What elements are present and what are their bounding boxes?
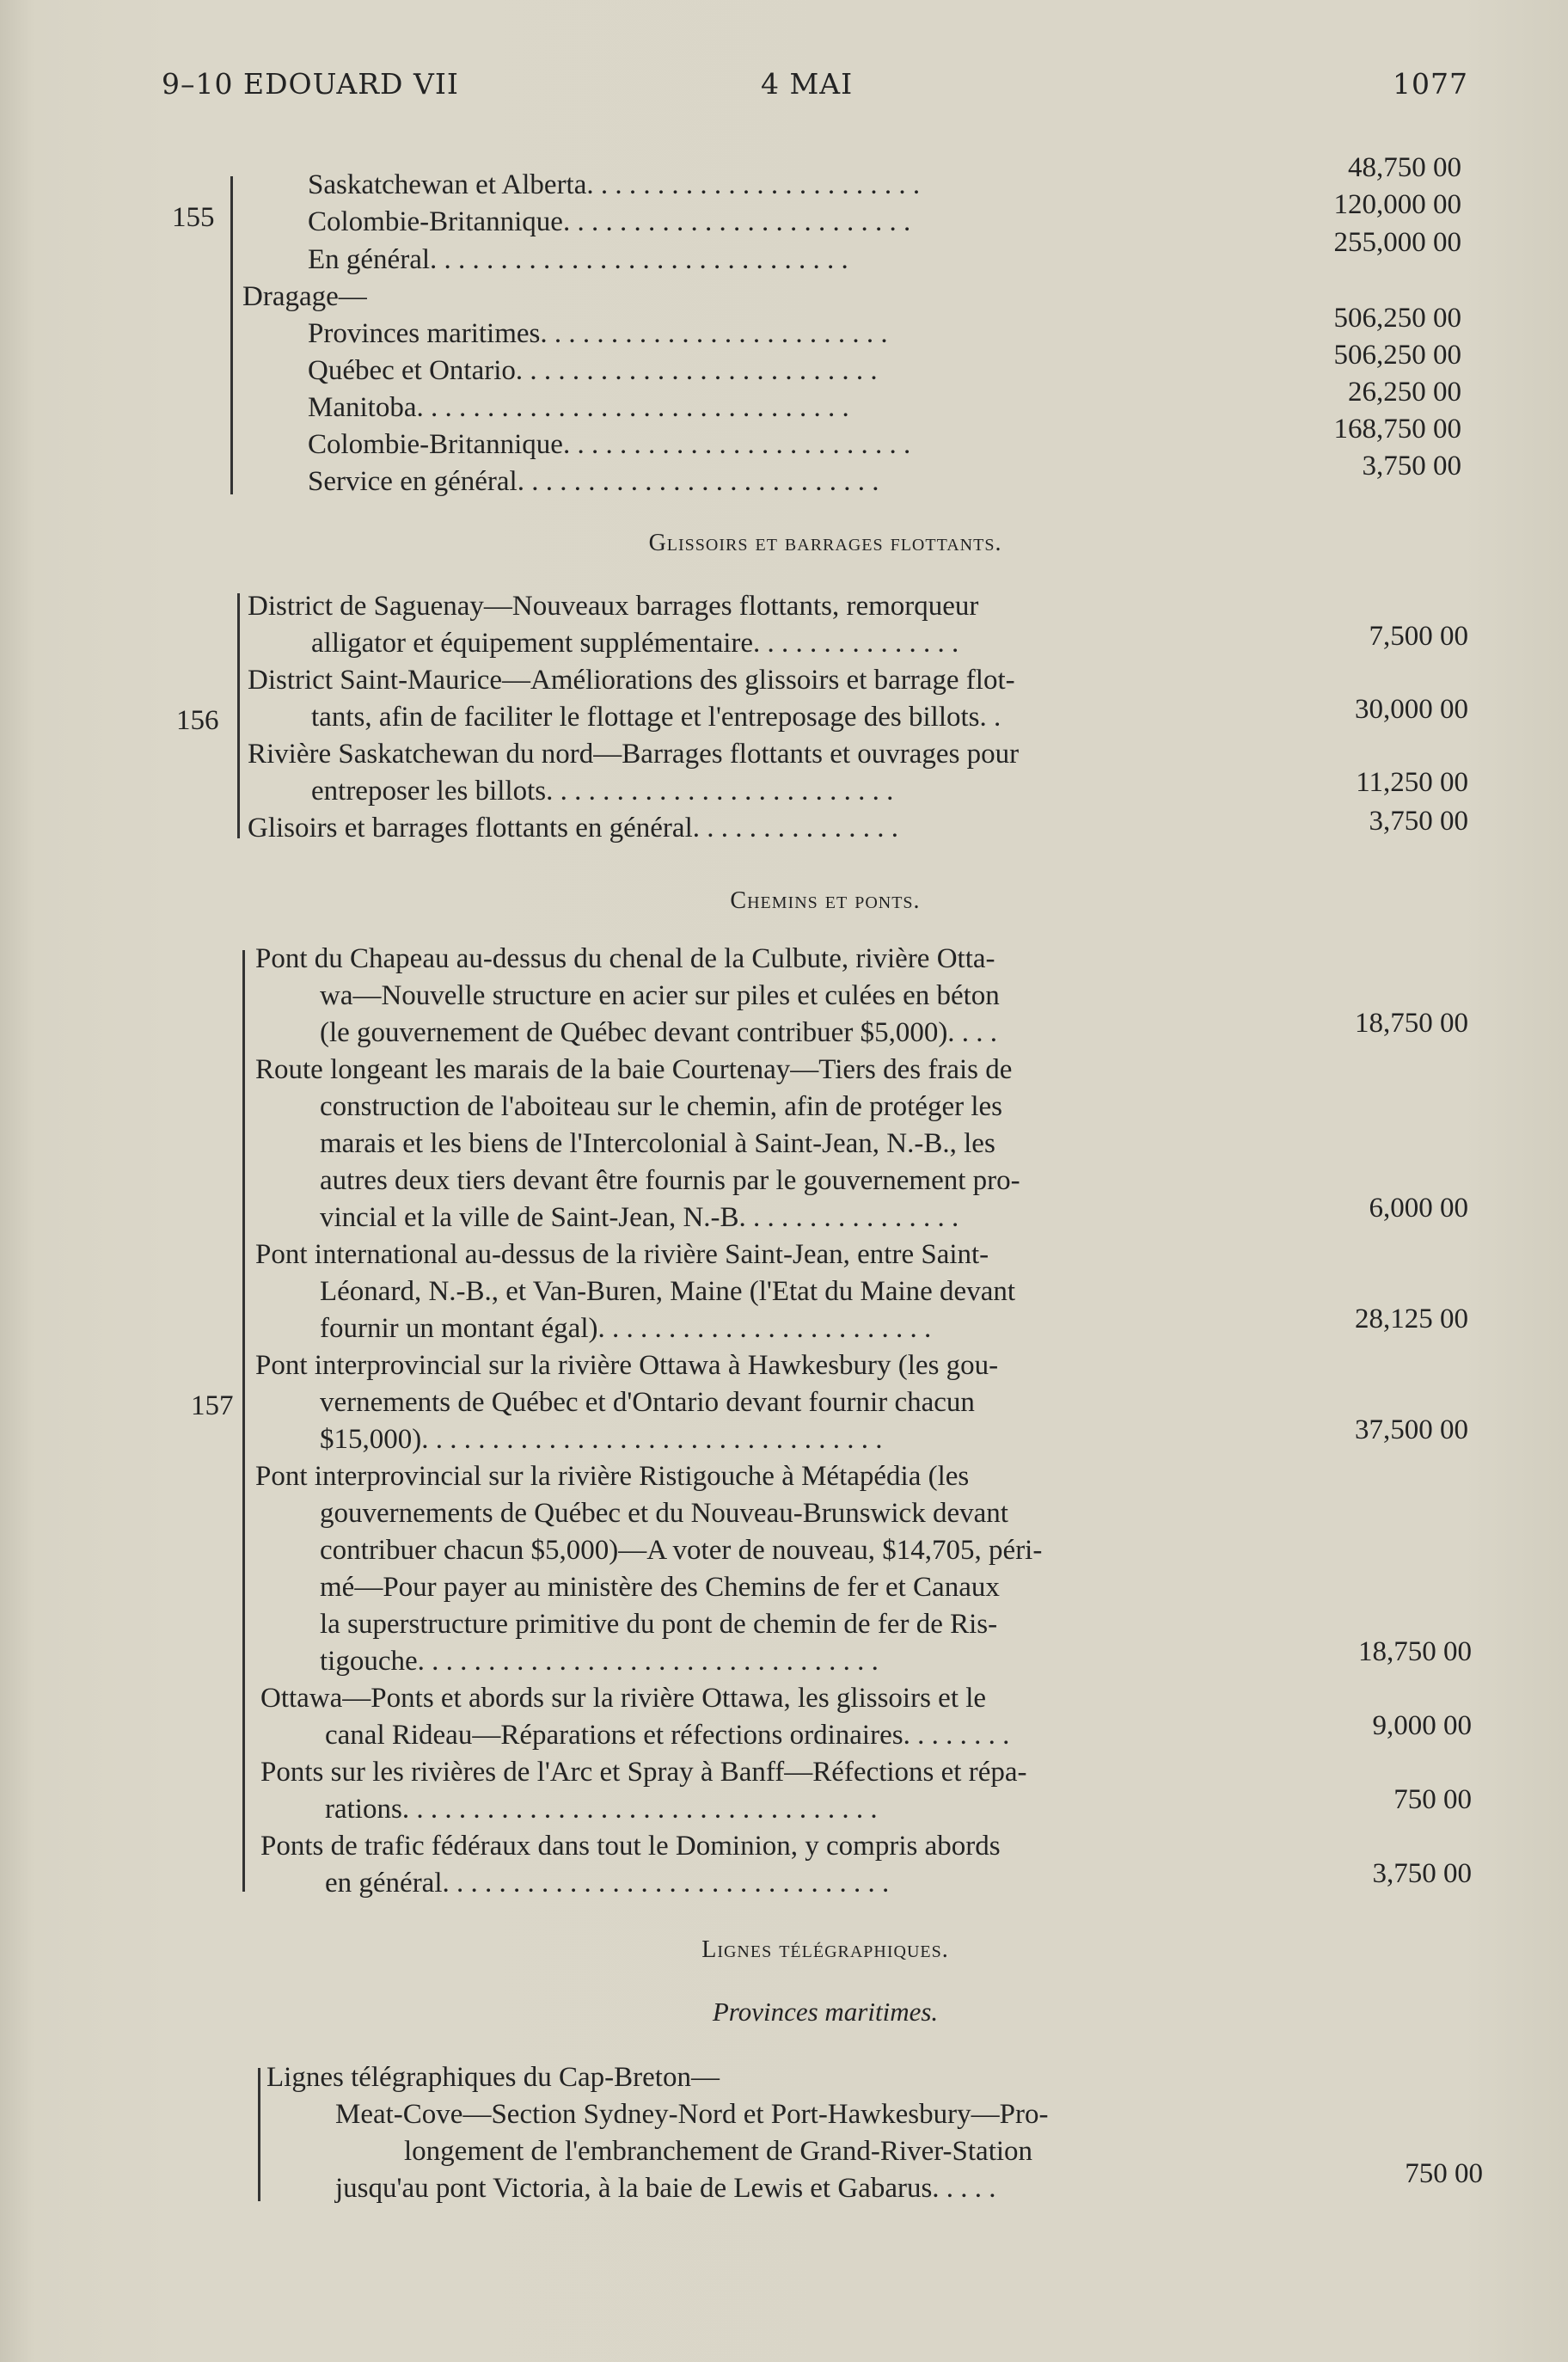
entry-line: Lignes télégraphiques du Cap-Breton— bbox=[266, 2062, 720, 2093]
entry-line: Colombie-Britannique. . . . . . . . . . . . . . . . . . . . . . . . . bbox=[308, 206, 911, 237]
entry-line: Léonard, N.-B., et Van-Buren, Maine (l'Etat du Maine devant bbox=[320, 1276, 1016, 1307]
entry-line: vernements de Québec et d'Ontario devant fournir chacun bbox=[320, 1387, 975, 1418]
entry-line: canal Rideau—Réparations et réfections ordinaires. . . . . . . . bbox=[325, 1720, 1010, 1751]
entry-line: Service en général. . . . . . . . . . . . . . . . . . . . . . . . . . bbox=[308, 466, 879, 497]
entry-line: District Saint-Maurice—Améliorations des glissoirs et barrage flot- bbox=[248, 665, 1015, 696]
entry-line: Dragage— bbox=[242, 281, 367, 312]
entry-line: Pont interprovincial sur la rivière Ottawa à Hawkesbury (les gou- bbox=[255, 1350, 999, 1381]
entry-line: construction de l'aboiteau sur le chemin, afin de protéger les bbox=[320, 1091, 1002, 1122]
entry-line: tigouche. . . . . . . . . . . . . . . . . . . . . . . . . . . . . . . . . bbox=[320, 1646, 879, 1677]
amount: 168,750 00 bbox=[1333, 414, 1461, 445]
item-number-157: 157 bbox=[191, 1390, 234, 1421]
amount: 3,750 00 bbox=[1369, 806, 1468, 837]
item-number-156: 156 bbox=[176, 705, 219, 736]
entry-line: Glisoirs et barrages flottants en général. . . . . . . . . . . . . . . bbox=[248, 813, 898, 844]
entry-line: mé—Pour payer au ministère des Chemins de fer et Canaux bbox=[320, 1572, 1000, 1603]
brace-156 bbox=[237, 593, 240, 838]
amount: 255,000 00 bbox=[1333, 227, 1461, 258]
entry-line: wa—Nouvelle structure en acier sur piles et culées en béton bbox=[320, 980, 1000, 1011]
amount: 120,000 00 bbox=[1333, 189, 1461, 220]
amount: 37,500 00 bbox=[1355, 1414, 1468, 1445]
brace-lignes bbox=[258, 2068, 260, 2201]
entry-line: autres deux tiers devant être fournis par le gouvernement pro- bbox=[320, 1165, 1020, 1196]
entry-line: Ponts de trafic fédéraux dans tout le Dominion, y compris abords bbox=[260, 1831, 1001, 1862]
entry-line: En général. . . . . . . . . . . . . . . . . . . . . . . . . . . . . . bbox=[308, 244, 848, 275]
entry-line: jusqu'au pont Victoria, à la baie de Lewis et Gabarus. . . . . bbox=[335, 2173, 996, 2204]
entry-line: alligator et équipement supplémentaire. . . . . . . . . . . . . . . bbox=[311, 628, 959, 659]
amount: 18,750 00 bbox=[1358, 1636, 1472, 1667]
amount: 750 00 bbox=[1393, 1784, 1472, 1815]
entry-line: longement de l'embranchement de Grand-River-Station bbox=[404, 2136, 1033, 2167]
entry-line: rations. . . . . . . . . . . . . . . . . . . . . . . . . . . . . . . . . . bbox=[325, 1794, 878, 1825]
entry-line: (le gouvernement de Québec devant contribuer $5,000). . . . bbox=[320, 1017, 998, 1048]
section-heading-lignes: Lignes télégraphiques. bbox=[701, 1936, 949, 1963]
entry-line: tants, afin de faciliter le flottage et l'entreposage des billots. . bbox=[311, 702, 1001, 733]
amount: 11,250 00 bbox=[1356, 767, 1468, 798]
entry-line: Manitoba. . . . . . . . . . . . . . . . . . . . . . . . . . . . . . . bbox=[308, 392, 849, 423]
entry-line: entreposer les billots. . . . . . . . . . . . . . . . . . . . . . . . . bbox=[311, 776, 894, 807]
page-number: 1077 bbox=[1393, 67, 1468, 101]
entry-line: Provinces maritimes. . . . . . . . . . . . . . . . . . . . . . . . . bbox=[308, 318, 888, 349]
running-header-left: 9–10 EDOUARD VII bbox=[162, 67, 459, 101]
entry-line: en général. . . . . . . . . . . . . . . . . . . . . . . . . . . . . . . . bbox=[325, 1868, 890, 1899]
amount: 6,000 00 bbox=[1369, 1193, 1468, 1224]
amount: 30,000 00 bbox=[1355, 694, 1468, 725]
entry-line: la superstructure primitive du pont de chemin de fer de Ris- bbox=[320, 1609, 998, 1640]
section-heading-glissoirs: Glissoirs et barrages flottants. bbox=[648, 530, 1002, 556]
amount: 3,750 00 bbox=[1362, 451, 1461, 482]
entry-line: Ponts sur les rivières de l'Arc et Spray à Banff—Réfections et répa- bbox=[260, 1757, 1027, 1788]
entry-line: marais et les biens de l'Intercolonial à Saint-Jean, N.-B., les bbox=[320, 1128, 995, 1159]
amount: 3,750 00 bbox=[1372, 1858, 1472, 1889]
amount: 18,750 00 bbox=[1355, 1008, 1468, 1039]
entry-line: Saskatchewan et Alberta. . . . . . . . . . . . . . . . . . . . . . . . bbox=[308, 169, 921, 200]
entry-line: Pont international au-dessus de la rivière Saint-Jean, entre Saint- bbox=[255, 1239, 989, 1270]
entry-line: Pont interprovincial sur la rivière Ristigouche à Métapédia (les bbox=[255, 1461, 970, 1492]
entry-line: Pont du Chapeau au-dessus du chenal de la Culbute, rivière Otta- bbox=[255, 943, 995, 974]
entry-line: Colombie-Britannique. . . . . . . . . . . . . . . . . . . . . . . . . bbox=[308, 429, 911, 460]
entry-line: contribuer chacun $5,000)—A voter de nouveau, $14,705, péri- bbox=[320, 1535, 1043, 1566]
amount: 506,250 00 bbox=[1333, 340, 1461, 371]
entry-line: District de Saguenay—Nouveaux barrages flottants, remorqueur bbox=[248, 591, 979, 622]
entry-line: fournir un montant égal). . . . . . . . . . . . . . . . . . . . . . . . bbox=[320, 1313, 932, 1344]
entry-line: Québec et Ontario. . . . . . . . . . . . . . . . . . . . . . . . . . bbox=[308, 355, 878, 386]
entry-line: vincial et la ville de Saint-Jean, N.-B. . . . . . . . . . . . . . . . bbox=[320, 1202, 959, 1233]
entry-line: $15,000). . . . . . . . . . . . . . . . . . . . . . . . . . . . . . . . . bbox=[320, 1424, 883, 1455]
entry-line: Rivière Saskatchewan du nord—Barrages flottants et ouvrages pour bbox=[248, 739, 1020, 770]
amount: 750 00 bbox=[1405, 2158, 1483, 2189]
amount: 28,125 00 bbox=[1355, 1304, 1468, 1334]
brace-155 bbox=[230, 176, 233, 494]
running-header-center: 4 MAI bbox=[761, 67, 854, 101]
entry-line: Route longeant les marais de la baie Courtenay—Tiers des frais de bbox=[255, 1054, 1013, 1085]
entry-line: gouvernements de Québec et du Nouveau-Brunswick devant bbox=[320, 1498, 1008, 1529]
amount: 506,250 00 bbox=[1333, 303, 1461, 334]
entry-line: Ottawa—Ponts et abords sur la rivière Ottawa, les glissoirs et le bbox=[260, 1683, 987, 1714]
section-heading-chemins: Chemins et ponts. bbox=[730, 887, 921, 914]
amount: 7,500 00 bbox=[1369, 621, 1468, 652]
amount: 26,250 00 bbox=[1348, 377, 1461, 408]
subheading-provinces: Provinces maritimes. bbox=[712, 1997, 939, 2027]
item-number-155: 155 bbox=[172, 202, 215, 233]
entry-line: Meat-Cove—Section Sydney-Nord et Port-Hawkesbury—Pro- bbox=[335, 2099, 1049, 2130]
brace-157 bbox=[242, 950, 245, 1892]
amount: 48,750 00 bbox=[1348, 152, 1461, 183]
amount: 9,000 00 bbox=[1372, 1710, 1472, 1741]
